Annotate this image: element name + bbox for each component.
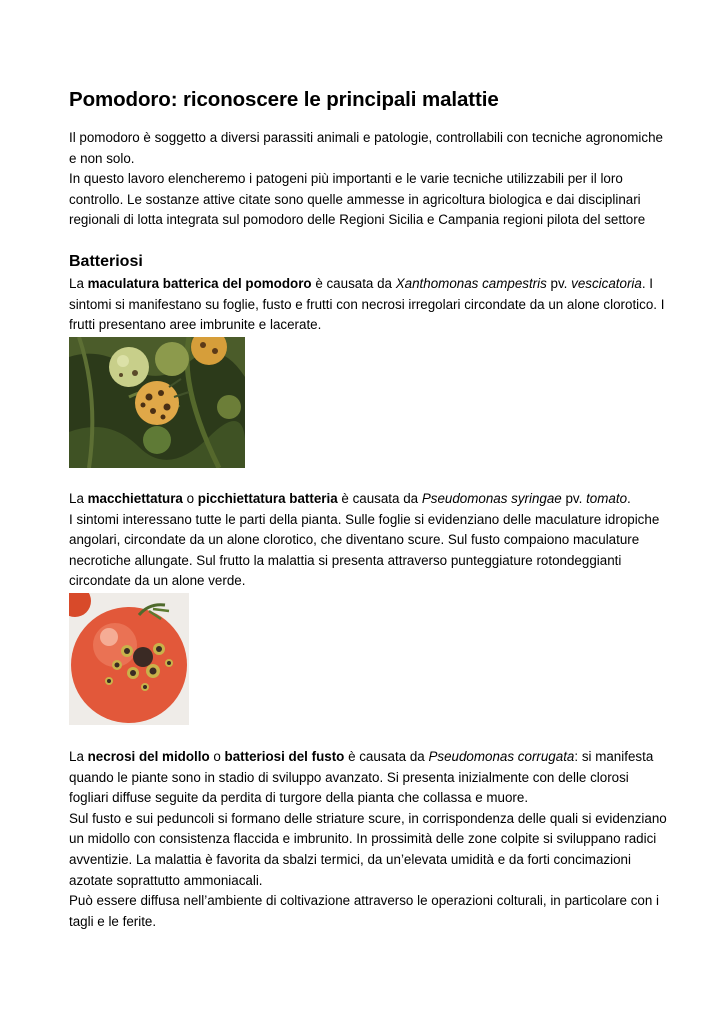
text-run: . I sintomi si manifestano su foglie, fusto e frutti con necrosi irregolari circondate da un alone clorotico. I frutti presentano aree imbrunite e lacerate.	[69, 276, 665, 333]
photo-macchiettatura-image	[69, 593, 189, 725]
photo-macchiettatura-tomato	[69, 593, 189, 725]
maculatura-section	[69, 274, 669, 336]
page-title: Pomodoro: riconoscere le principali malattie	[69, 88, 499, 111]
text-run: pv.	[561, 491, 587, 506]
text-run: o	[182, 491, 198, 506]
maculatura-paragraph	[69, 274, 669, 336]
disease-name: maculatura batterica del pomodoro	[87, 276, 312, 291]
text-run: La	[69, 491, 88, 506]
text-run: pv.	[546, 276, 572, 291]
necrosi-paragraph-2: Sul fusto e sui peduncoli si formano delle striature scure, in corrispondenza delle quali si evidenziano un midollo con consistenza flaccida e imbrunito. In prossimità delle zone colpite si sviluppano radici avventizie. La malattia è favorita da sbalzi termici, da un’elevata umidità e da forti concimazioni azotate soprattutto ammoniacali.	[69, 810, 667, 888]
text-run: è causata da	[344, 749, 429, 764]
macchiettatura-paragraph-2: I sintomi interessano tutte le parti della pianta. Sulle foglie si evidenziano delle maculature idropiche angolari, circondate da un alone clorotico, che diventano scure. Sul fusto compaiono maculature necrotiche allungate. Sul frutto la malattia si presenta attraverso punteggiature rotondeggianti circondate da un alone verde.	[69, 511, 660, 589]
text-run: La	[69, 276, 88, 291]
macchiettatura-section	[69, 489, 669, 592]
intro-paragraph-1: Il pomodoro è soggetto a diversi parassiti animali e patologie, controllabili con tecniche agronomiche e non solo.	[69, 130, 663, 166]
disease-name-alt: picchiettatura batteria	[197, 491, 338, 506]
intro-paragraph-2: In questo lavoro elencheremo i patogeni più importanti e le varie tecniche utilizzabili per il loro controllo. Le sostanze attive citate sono quelle ammesse in agricoltura biologica e dai disciplinari regionali di lotta integrata sul pomodoro delle Regioni Sicilia e Campania regioni pilota del settore	[69, 171, 646, 228]
pathovar-name: vescicatoria	[571, 276, 642, 291]
intro-section	[69, 128, 669, 231]
text-run: è causata da	[311, 276, 396, 291]
pathogen-name: Xanthomonas campestris	[395, 276, 547, 291]
photo-maculatura-tomatoes	[69, 337, 245, 468]
macchiettatura-paragraph-1	[69, 489, 669, 510]
necrosi-section	[69, 747, 669, 932]
necrosi-paragraph-1	[69, 747, 669, 809]
section-heading: Batteriosi	[69, 253, 143, 270]
text-run: o	[209, 749, 225, 764]
disease-name: macchiettatura	[87, 491, 183, 506]
disease-name-alt: batteriosi del fusto	[224, 749, 345, 764]
text-run: è causata da	[337, 491, 422, 506]
pathogen-name: Pseudomonas corrugata	[428, 749, 575, 764]
text-run: La	[69, 749, 88, 764]
necrosi-paragraph-3: Può essere diffusa nell’ambiente di coltivazione attraverso le operazioni colturali, in particolare con i tagli e le ferite.	[69, 893, 660, 929]
photo-maculatura-image	[69, 337, 245, 468]
pathogen-name: Pseudomonas syringae	[421, 491, 562, 506]
text-run: : si manifesta quando le piante sono in stadio di sviluppo avanzato. Si presenta inizialmente con delle clorosi fogliari diffuse seguite da perdita di turgore della pianta che collassa e muore.	[69, 749, 654, 806]
disease-name: necrosi del midollo	[87, 749, 210, 764]
pathovar-name: tomato	[586, 491, 628, 506]
text-run: .	[627, 491, 631, 506]
